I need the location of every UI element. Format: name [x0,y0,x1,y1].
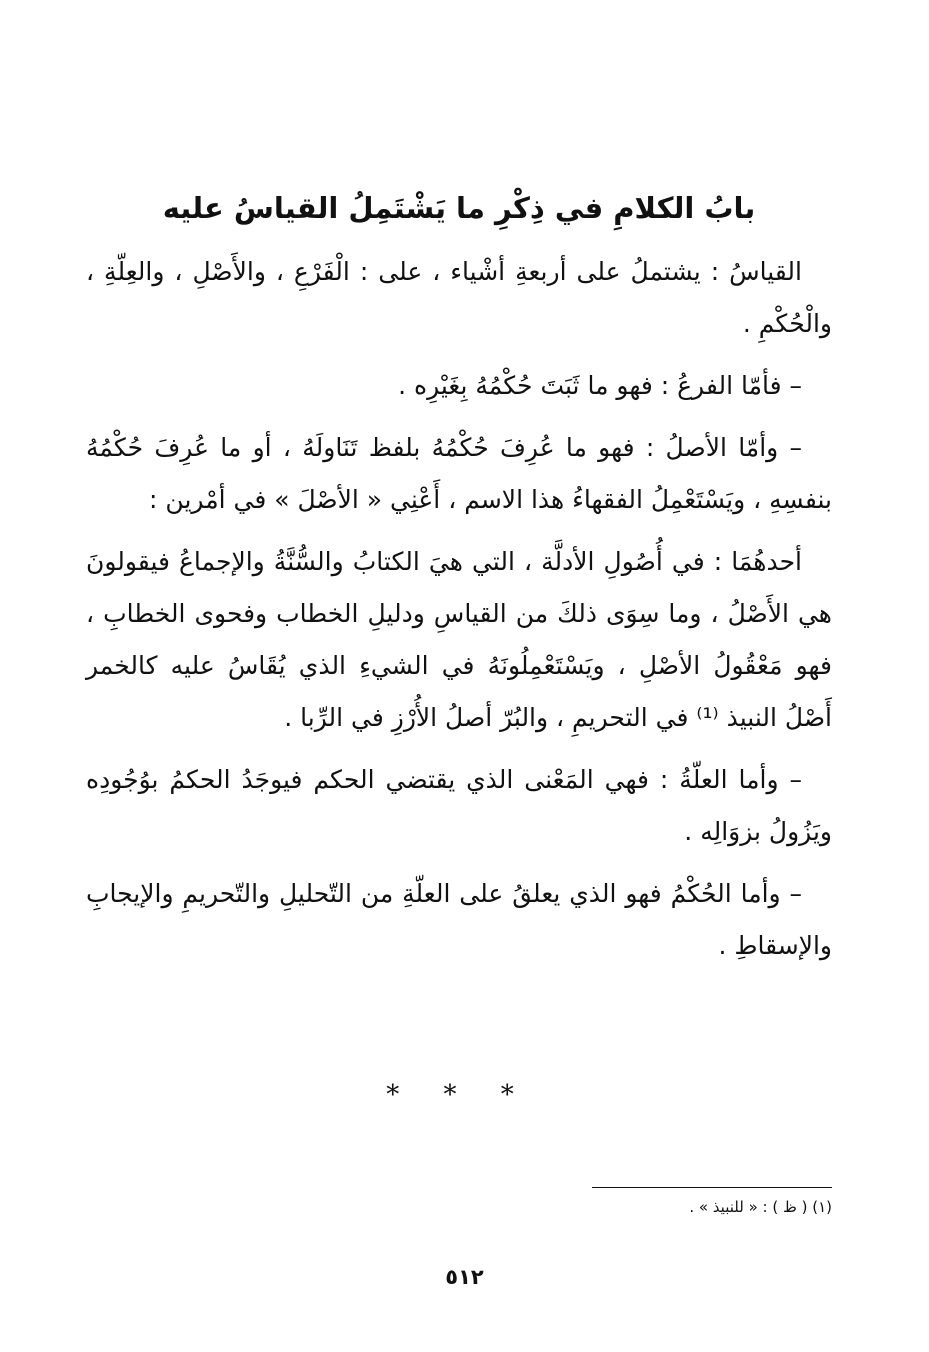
paragraph-intro: القياسُ : يشتملُ على أربعةِ أشْياء ، على : الْفَرْعِ ، والأَصْلِ ، والعِلّةِ ، والْحُكْمِ . [86,257,832,338]
paragraph-branch: – فأمّا الفرعُ : فهو ما ثَبَتَ حُكْمُهُ بِغَيْرِه . [398,371,802,400]
page-number: ٥١٢ [445,1265,484,1289]
paragraph-cause: – وأما العلّةُ : فهي المَعْنى الذي يقتضي الحكم فيوجَدُ الحكمُ بوُجُودِه ويَزُولُ بزوَالِه . [86,765,832,846]
paragraph-first-meaning: أحدهُمَا : في أُصُولِ الأدلَّة ، التي هيَ الكتابُ والسُّنَّةُ والإجماعُ فيقولونَ هي الأَصْلُ ، وما سِوَى ذلكَ من القياسِ ودليلِ الخطاب وفحوى الخطابِ ، فهو مَعْقُولُ الأصْلِ ، ويَسْتَعْمِلُونَهُ في الشيءِ الذي يُقَاسُ عليه كالخمر أَصْلُ النبيذ ⁽¹⁾ في التحريمِ ، والبُرّ أصلُ الأُرْزِ في الرِّبا . [86,547,832,732]
footnote-rule [592,1187,832,1188]
paragraph-ruling: – وأما الحُكْمُ فهو الذي يعلقُ على العلّةِ من التّحليلِ والتّحريمِ والإيجابِ والإسقاطِ . [86,879,832,960]
footnote: (١) ( ظ ) : « للنبيذ » . [689,1198,832,1216]
section-separator: * * * [386,1080,532,1110]
paragraph-origin: – وأمّا الأصلُ : فهو ما عُرِفَ حُكْمُهُ بلفظ تَنَاولَهُ ، أو ما عُرِفَ حُكْمُهُ بنفسِهِ ، ويَسْتَعْمِلُ الفقهاءُ هذا الاسم ، أَعْنِي « الأصْلَ » في أمْرين : [86,433,832,514]
body-text [86,246,832,972]
chapter-title: بابُ الكلامِ في ذِكْرِ ما يَشْتَمِلُ القياسُ عليه [162,191,756,225]
